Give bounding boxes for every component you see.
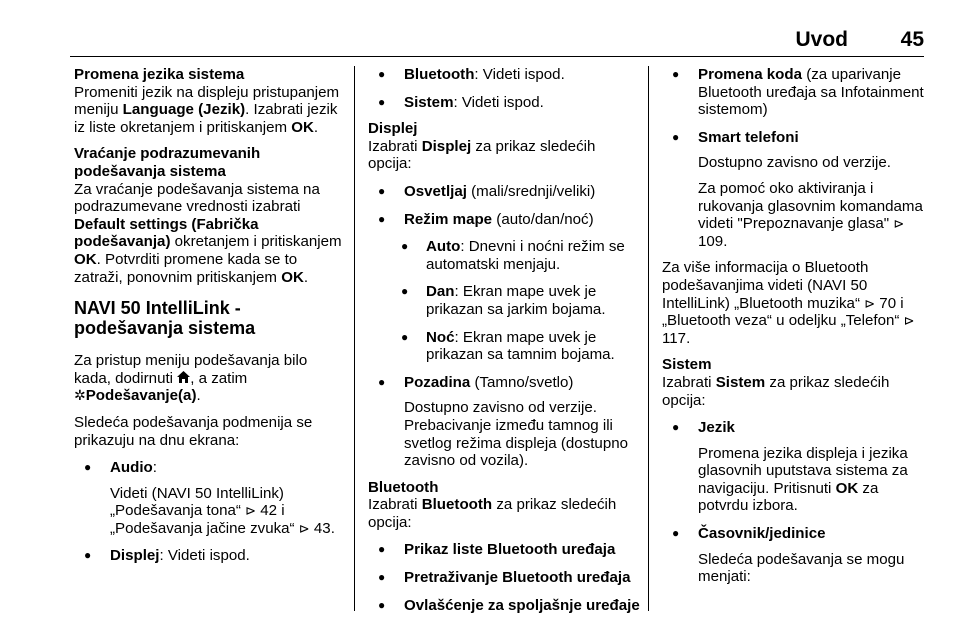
column-3	[662, 66, 932, 586]
list-item-jezik: ● Jezik	[662, 419, 932, 437]
list-item-displej: ● Displej: Videti ispod.	[74, 547, 346, 565]
gear-icon: ✲	[74, 387, 86, 404]
smart-availability: Dostupno zavisno od verzije.	[698, 154, 891, 172]
section-title: NAVI 50 IntelliLink - podešavanja sistema	[74, 298, 256, 339]
pozadina-description: Dostupno zavisno od verzije. Prebacivanje između tamnog ili svetlog režima displeja (dostupno zavisno od vozila).	[404, 399, 629, 470]
jezik-description: Promena jezika displeja i jezika glasovnih uputstava sistema za navigaciju. Pritisnuti OK za potvrdu izbora.	[698, 444, 908, 515]
list-item-device-search: ● Pretraživanje Bluetooth uređaja	[368, 569, 640, 587]
heading-reset: Vraćanje podrazumevanih podešavanja sistema	[74, 145, 261, 180]
paragraph-reset: Za vraćanje podešavanja sistema na podrazumevane vrednosti izabrati Default settings (Fabrička podešavanja) okretanjem i pritiskanjem OK. Potvrditi promene kada se to zatraži, ponovnim pritiskanjem OK.	[74, 180, 342, 286]
paragraph-access: Za pristup meniju podešavanja bilo kada, dodirnuti , a zatim ✲Podešavanje(a).	[74, 352, 308, 405]
column-divider-2	[648, 66, 649, 611]
list-item-device-list: ● Prikaz liste Bluetooth uređaja	[368, 541, 640, 559]
paragraph-sistem: Izabrati Sistem za prikaz sledećih opcija:	[662, 373, 890, 409]
list-item-promena-koda: ● Promena koda (za uparivanje Bluetooth uređaja sa Infotainment sistemom)	[662, 66, 932, 119]
header-rule	[70, 56, 924, 57]
column-divider-1	[354, 66, 355, 611]
column-1	[74, 66, 346, 565]
heading-sistem: Sistem	[662, 356, 712, 374]
list-item-casovnik: ● Časovnik/jedinice	[662, 525, 932, 543]
list-item-smart-telefoni: ● Smart telefoni	[662, 129, 932, 147]
paragraph-bluetooth: Izabrati Bluetooth za prikaz sledećih opcija:	[368, 496, 617, 531]
list-item-audio: ● Audio:	[74, 459, 346, 477]
heading-displej: Displej	[368, 120, 418, 138]
home-icon	[177, 370, 190, 388]
sub-item-dan: ● Dan: Ekran mape uvek je prikazan sa jarkim bojama.	[368, 283, 640, 318]
heading-language: Promena jezika sistema	[74, 66, 245, 83]
page-reference-icon: ⊳	[245, 503, 256, 519]
paragraph-submenus: Sledeća podešavanja podmenija se prikazuju na dnu ekrana:	[74, 413, 313, 449]
sub-item-noc: ● Noć: Ekran mape uvek je prikazan sa tamnim bojama.	[368, 329, 640, 364]
casovnik-description: Sledeća podešavanja se mogu menjati:	[698, 550, 905, 586]
page-number: 45	[900, 28, 924, 51]
page-reference-icon: ⊳	[864, 295, 876, 311]
page-reference-icon: ⊳	[893, 216, 905, 232]
page-reference-icon: ⊳	[903, 313, 915, 329]
paragraph-displej: Izabrati Displej za prikaz sledećih opcija:	[368, 137, 596, 173]
list-item-pozadina: ● Pozadina (Tamno/svetlo)	[368, 374, 640, 392]
list-item-authorization: ● Ovlašćenje za spoljašnje uređaje	[368, 597, 640, 615]
list-item-osvetljaj: ● Osvetljaj (mali/srednji/veliki)	[368, 183, 640, 201]
paragraph-more-info: Za više informacija o Bluetooth podešavanjima videti (NAVI 50 IntelliLink) „Bluetooth muzika“ ⊳ 70 i „Bluetooth veza“ u odeljku „Telefon“ ⊳ 117.	[662, 259, 915, 347]
list-item-sistem: ● Sistem: Videti ispod.	[368, 94, 640, 112]
sub-item-auto: ● Auto: Dnevni i noćni režim se automatski menjaju.	[368, 238, 640, 273]
paragraph-language: Promeniti jezik na displeju pristupanjem meniju Language (Jezik). Izabrati jezik iz liste okretanjem i pritiskanjem OK.	[74, 83, 340, 136]
column-2	[368, 66, 640, 614]
header-title: Uvod	[795, 28, 848, 51]
smart-voice-help: Za pomoć oko aktiviranja i rukovanja glasovnim komandama videti "Prepoznavanje glasa" ⊳ 109.	[698, 179, 923, 250]
page-header	[0, 0, 960, 56]
page-reference-icon: ⊳	[298, 520, 310, 536]
list-item-rezim-mape: ● Režim mape (auto/dan/noć)	[368, 211, 640, 229]
list-item-bluetooth: ● Bluetooth: Videti ispod.	[368, 66, 640, 84]
heading-bluetooth: Bluetooth	[368, 478, 439, 496]
audio-description: Videti (NAVI 50 IntelliLink) „Podešavanja tona“ ⊳ 42 i „Podešavanja jačine zvuka“ ⊳ 43.	[110, 484, 335, 537]
